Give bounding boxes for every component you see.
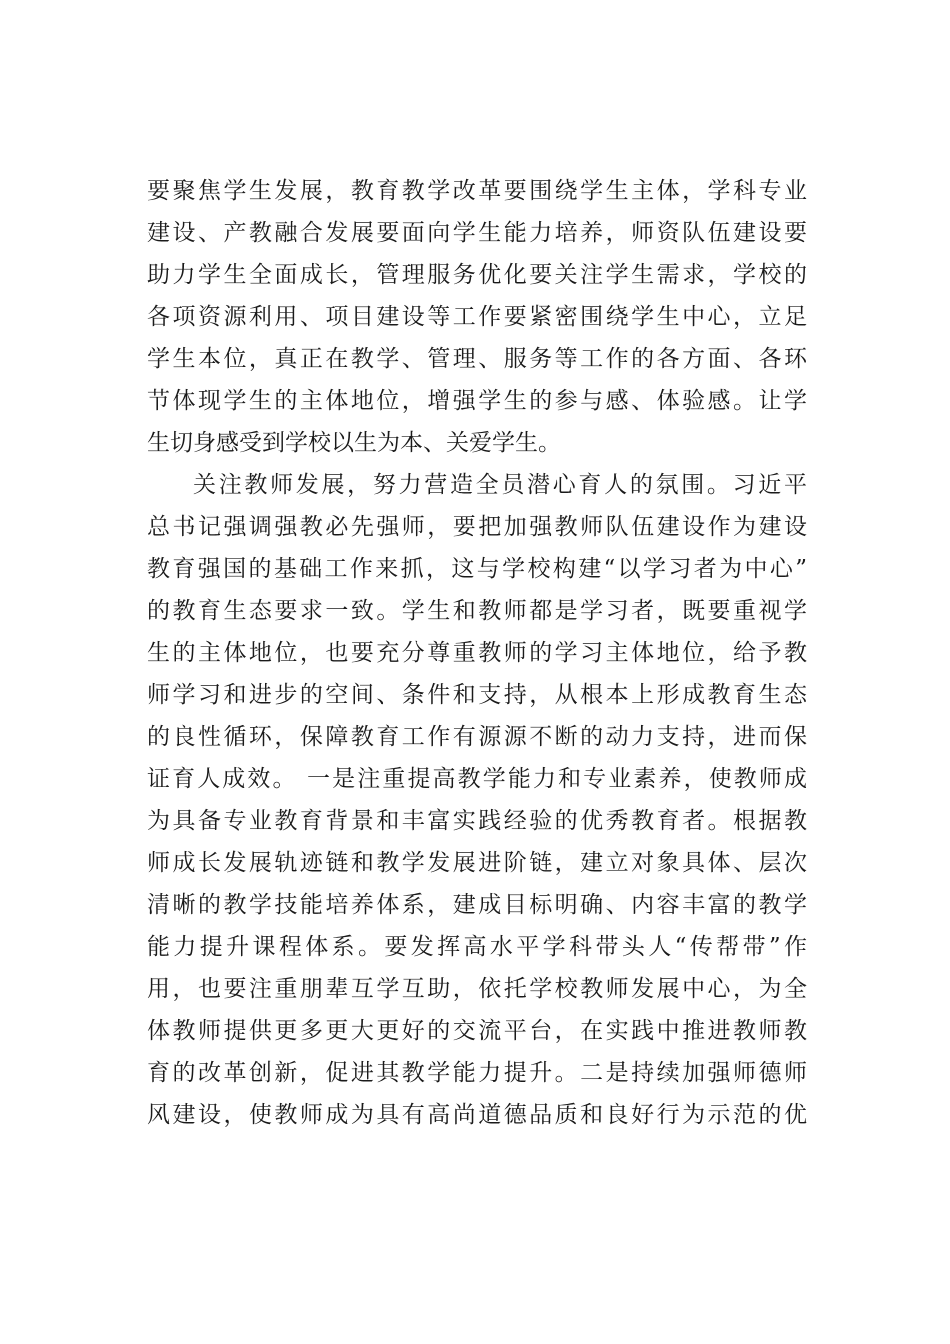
text-line: 的教育生态要求一致。学生和教师都是学习者，既要重视学	[147, 598, 807, 624]
text-line: 助力学生全面成长，管理服务优化要关注学生需求，学校的	[147, 262, 807, 288]
paragraph-1	[147, 170, 807, 464]
text-line: 清晰的教学技能培养体系，建成目标明确、内容丰富的教学	[147, 892, 807, 918]
text-line: 关注教师发展，努力营造全员潜心育人的氛围。习近平	[193, 472, 807, 498]
text-line	[147, 1136, 807, 1178]
text-line: 育的改革创新，促进其教学能力提升。二是持续加强师德师	[147, 1060, 807, 1086]
text-line: 的良性循环，保障教育工作有源源不断的动力支持，进而保	[147, 724, 807, 750]
text-line: 证育人成效。 一是注重提高教学能力和专业素养，使教师成	[147, 766, 807, 792]
text-line: 节体现学生的主体地位，增强学生的参与感、体验感。让学	[147, 388, 807, 414]
text-line: 用，也要注重朋辈互学互助，依托学校教师发展中心，为全	[147, 976, 807, 1002]
text-line: 各项资源利用、项目建设等工作要紧密围绕学生中心，立足	[147, 304, 807, 330]
text-line: 教育强国的基础工作来抓，这与学校构建“以学习者为中心”	[147, 556, 807, 582]
text-line: 师学习和进步的空间、条件和支持，从根本上形成教育生态	[147, 682, 807, 708]
text-line: 生切身感受到学校以生为本、关爱学生。	[147, 430, 561, 456]
text-line: 风建设，使教师成为具有高尚道德品质和良好行为示范的优	[147, 1102, 807, 1128]
text-line: 为具备专业教育背景和丰富实践经验的优秀教育者。根据教	[147, 808, 807, 834]
text-line: 学生本位，真正在教学、管理、服务等工作的各方面、各环	[147, 346, 807, 372]
text-line: 能力提升课程体系。要发挥高水平学科带头人“传帮带”作	[147, 934, 807, 960]
text-line: 生的主体地位，也要充分尊重教师的学习主体地位，给予教	[147, 640, 807, 666]
text-line: 要聚焦学生发展，教育教学改革要围绕学生主体，学科专业	[147, 178, 807, 204]
text-line: 师成长发展轨迹链和教学发展进阶链，建立对象具体、层次	[147, 850, 807, 876]
body-text	[147, 170, 807, 1178]
paragraph-2	[147, 464, 807, 1178]
text-line: 建设、产教融合发展要面向学生能力培养，师资队伍建设要	[147, 220, 807, 246]
text-line: 总书记强调强教必先强师，要把加强教师队伍建设作为建设	[147, 514, 807, 540]
text-line: 体教师提供更多更大更好的交流平台，在实践中推进教师教	[147, 1018, 807, 1044]
